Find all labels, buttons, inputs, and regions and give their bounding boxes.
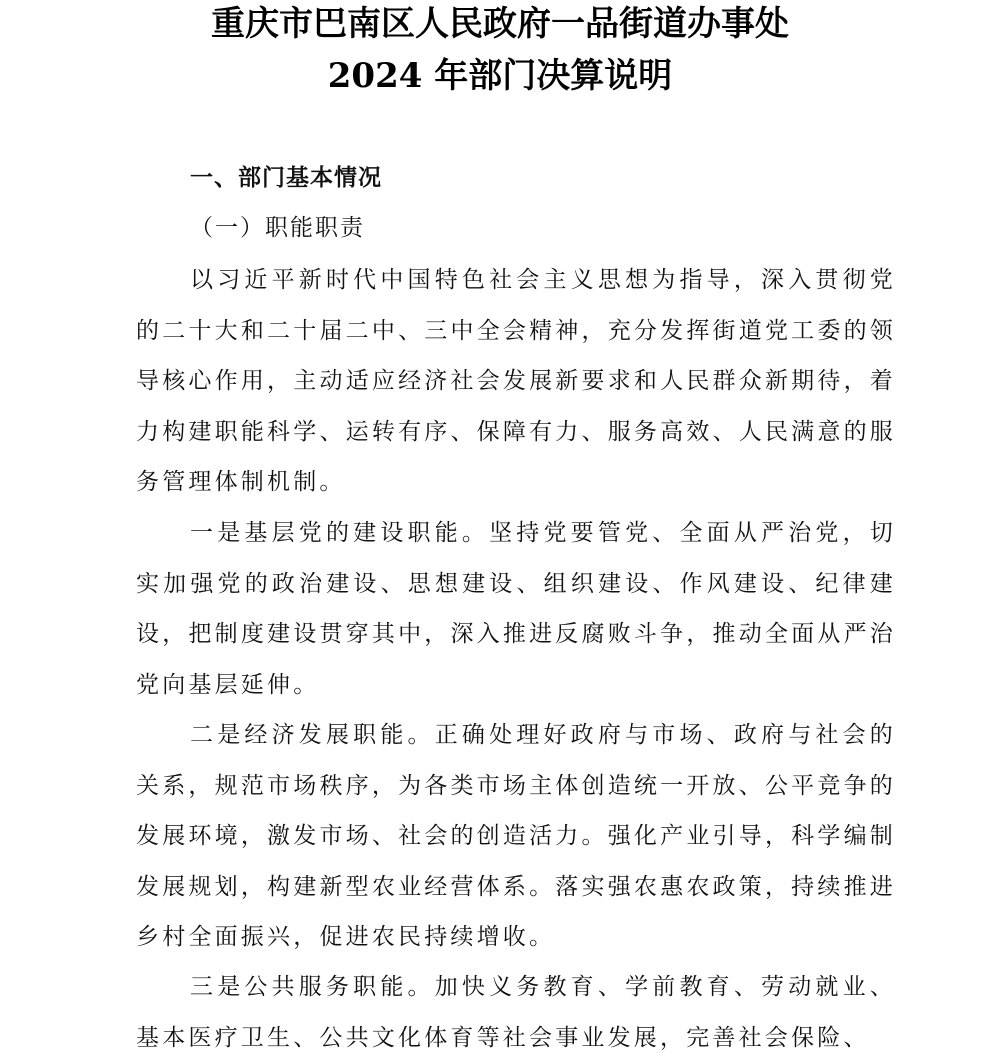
paragraph-guiding-principle: 以习近平新时代中国特色社会主义思想为指导，深入贯彻党的二十大和二十届二中、三中全会精神，充分发挥街道党工委的领导核心作用，主动适应经济社会发展新要求和人民群众新期待，着力构建职能科学、运转有序、保障有力、服务高效、人民满意的服务管理体制机制。 [136, 267, 896, 495]
subsection-heading-duties: （一）职能职责 [190, 215, 365, 241]
paragraph-party-building: 一是基层党的建设职能。坚持党要管党、全面从严治党，切实加强党的政治建设、思想建设、组织建设、作风建设、纪律建设，把制度建设贯穿其中，深入推进反腐败斗争，推动全面从严治党向基层延伸。 [136, 520, 896, 698]
section-heading-basic-info: 一、部门基本情况 [190, 164, 382, 191]
paragraph-economic-development: 二是经济发展职能。正确处理好政府与市场、政府与社会的关系，规范市场秩序，为各类市场主体创造统一开放、公平竞争的发展环境，激发市场、社会的创造活力。强化产业引导，科学编制发展规划，构建新型农业经营体系。落实强农惠农政策，持续推进乡村全面振兴，促进农民持续增收。 [136, 722, 896, 950]
document-title-line2: 2024 年部门决算说明 [327, 56, 673, 96]
paragraph-public-service: 三是公共服务职能。加快义务教育、学前教育、劳动就业、基本医疗卫生、公共文化体育等社会事业发展，完善社会保险、 [136, 974, 896, 1051]
document-title-line1: 重庆市巴南区人民政府一品街道办事处 [211, 4, 789, 44]
